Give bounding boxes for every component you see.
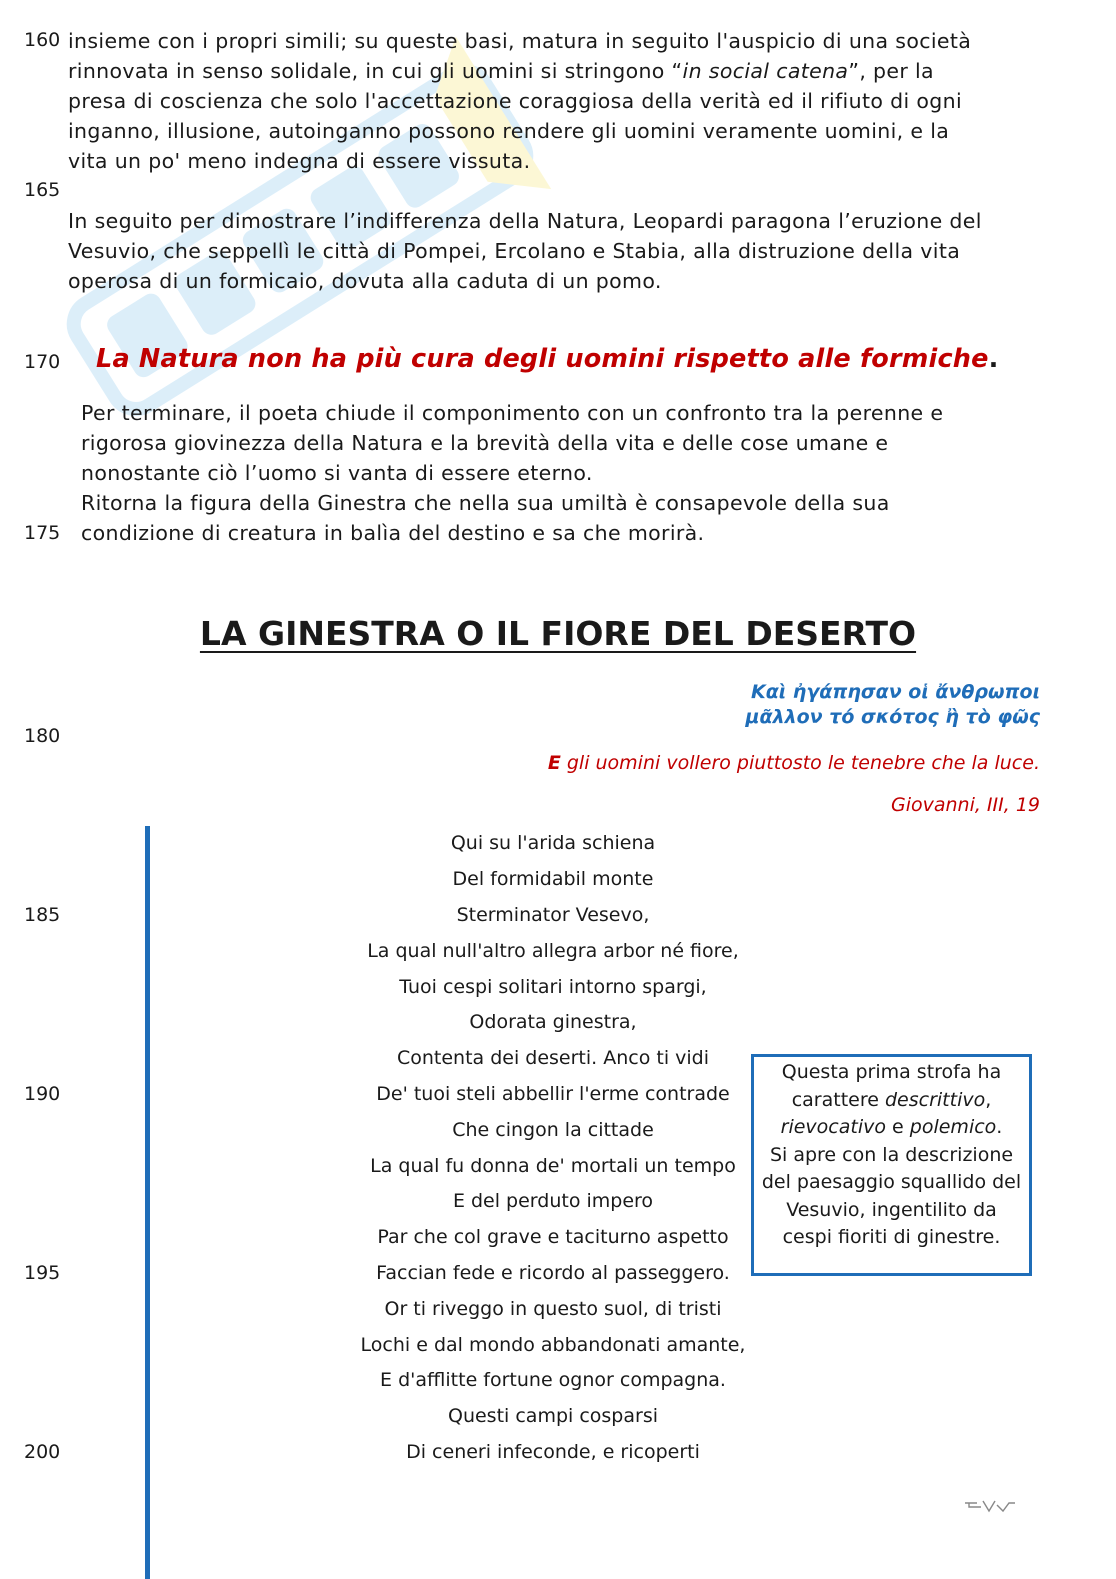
line-number: 165	[24, 179, 61, 201]
highlight-statement: La Natura non ha più cura degli uomini rispetto alle formiche.	[96, 344, 999, 374]
verse-line: Lochi e dal mondo abbandonati amante,	[360, 1334, 746, 1356]
text-line: condizione di creatura in balìa del destino e sa che morirà.	[81, 521, 705, 545]
text-line: operosa di un formicaio, dovuta alla caduta di un pomo.	[68, 269, 662, 293]
verse-line: Che cingon la cittade	[452, 1119, 654, 1141]
verse-line: Tuoi cespi solitari intorno spargi,	[399, 976, 707, 998]
text-line: insieme con i propri simili; su queste basi, matura in seguito l'auspicio di una società	[68, 29, 972, 53]
note-line: Si apre con la descrizione	[769, 1143, 1014, 1166]
text-line: vita un po' meno indegna di essere vissuta.	[68, 149, 531, 173]
note-line: del paesaggio squallido del	[761, 1171, 1022, 1193]
paragraph-conclusion	[81, 398, 1081, 548]
epigraph-italian: E gli uomini vollero piuttosto le tenebre che la luce.	[547, 752, 1040, 774]
verse-line: Odorata ginestra,	[469, 1011, 637, 1033]
text-line: presa di coscienza che solo l'accettazione coraggiosa della verità ed il rifiuto di ogni	[68, 89, 963, 113]
note-line: Questa prima strofa ha	[781, 1061, 1002, 1083]
line-number: 170	[24, 351, 61, 373]
note-line: rievocativo e polemico.	[780, 1116, 1003, 1138]
text-line: nonostante ciò l’uomo si vanta di essere eterno.	[81, 461, 593, 485]
paragraph-vesuvio	[68, 206, 1078, 296]
paragraph-intro	[68, 26, 1078, 176]
line-number: 175	[24, 522, 61, 544]
verse-line: Del formidabil monte	[452, 868, 654, 890]
margin-bar	[145, 826, 150, 1579]
text-line: Vesuvio, che seppellì le città di Pompei, Ercolano e Stabia, alla distruzione della vita	[68, 239, 961, 263]
line-number: 200	[24, 1441, 61, 1463]
verse-line: Or ti riveggo in questo suol, di tristi	[384, 1298, 722, 1320]
note-line: cespi fioriti di ginestre.	[782, 1226, 1001, 1248]
verse-line: La qual null'altro allegra arbor né fiore,	[367, 940, 739, 962]
line-number: 195	[24, 1262, 61, 1284]
line-number: 160	[24, 29, 61, 51]
note-line: Vesuvio, ingentilito da	[786, 1198, 997, 1221]
text-line: rigorosa giovinezza della Natura e la brevità della vita e delle cose umane e	[81, 431, 889, 455]
verse-line: Questi campi cosparsi	[448, 1405, 658, 1427]
verse-line: Par che col grave e taciturno aspetto	[377, 1226, 729, 1248]
verse-line: Contenta dei deserti. Anco ti vidi	[396, 1047, 710, 1069]
verse-line: Sterminator Vesevo,	[456, 904, 650, 926]
quote-italic: in social catena	[682, 59, 849, 83]
text-line: rinnovata in senso solidale, in cui gli uomini si stringono “in social catena”, per la	[68, 59, 934, 83]
text-line: Ritorna la figura della Ginestra che nella sua umiltà è consapevole della sua	[81, 491, 890, 515]
line-number: 190	[24, 1083, 61, 1105]
text-line: Per terminare, il poeta chiude il componimento con un confronto tra la perenne e	[81, 401, 944, 425]
verse-line: Di ceneri infeconde, e ricoperti	[406, 1441, 700, 1463]
line-number: 185	[24, 904, 61, 926]
verse-line: E del perduto impero	[452, 1190, 654, 1212]
verse-line: Qui su l'arida schiena	[450, 832, 656, 854]
line-number: 180	[24, 725, 61, 747]
verse-line: Faccian fede e ricordo al passeggero.	[376, 1262, 730, 1284]
note-line: carattere descrittivo,	[791, 1088, 992, 1111]
text-line: In seguito per dimostrare l’indifferenza della Natura, Leopardi paragona l’eruzione del	[68, 209, 982, 233]
verse-line: De' tuoi steli abbellir l'erme contrade	[376, 1083, 730, 1105]
text-line: inganno, illusione, autoinganno possono rendere gli uomini veramente uomini, e la	[68, 119, 950, 143]
poem-title: LA GINESTRA O IL FIORE DEL DESERTO	[199, 614, 917, 653]
signature-mark-icon	[963, 1497, 1017, 1517]
verse-line: La qual fu donna de' mortali un tempo	[370, 1155, 736, 1177]
verse-line: E d'afflitte fortune ognor compagna.	[380, 1369, 726, 1391]
epigraph-greek: Καὶ ἠγάπησαν οἱ ἄνθρωποι μᾶλλον τό σκότος ἢ τὸ φῶς	[745, 681, 1040, 728]
epigraph-citation: Giovanni, III, 19	[890, 794, 1040, 816]
commentary-box	[751, 1054, 1032, 1276]
